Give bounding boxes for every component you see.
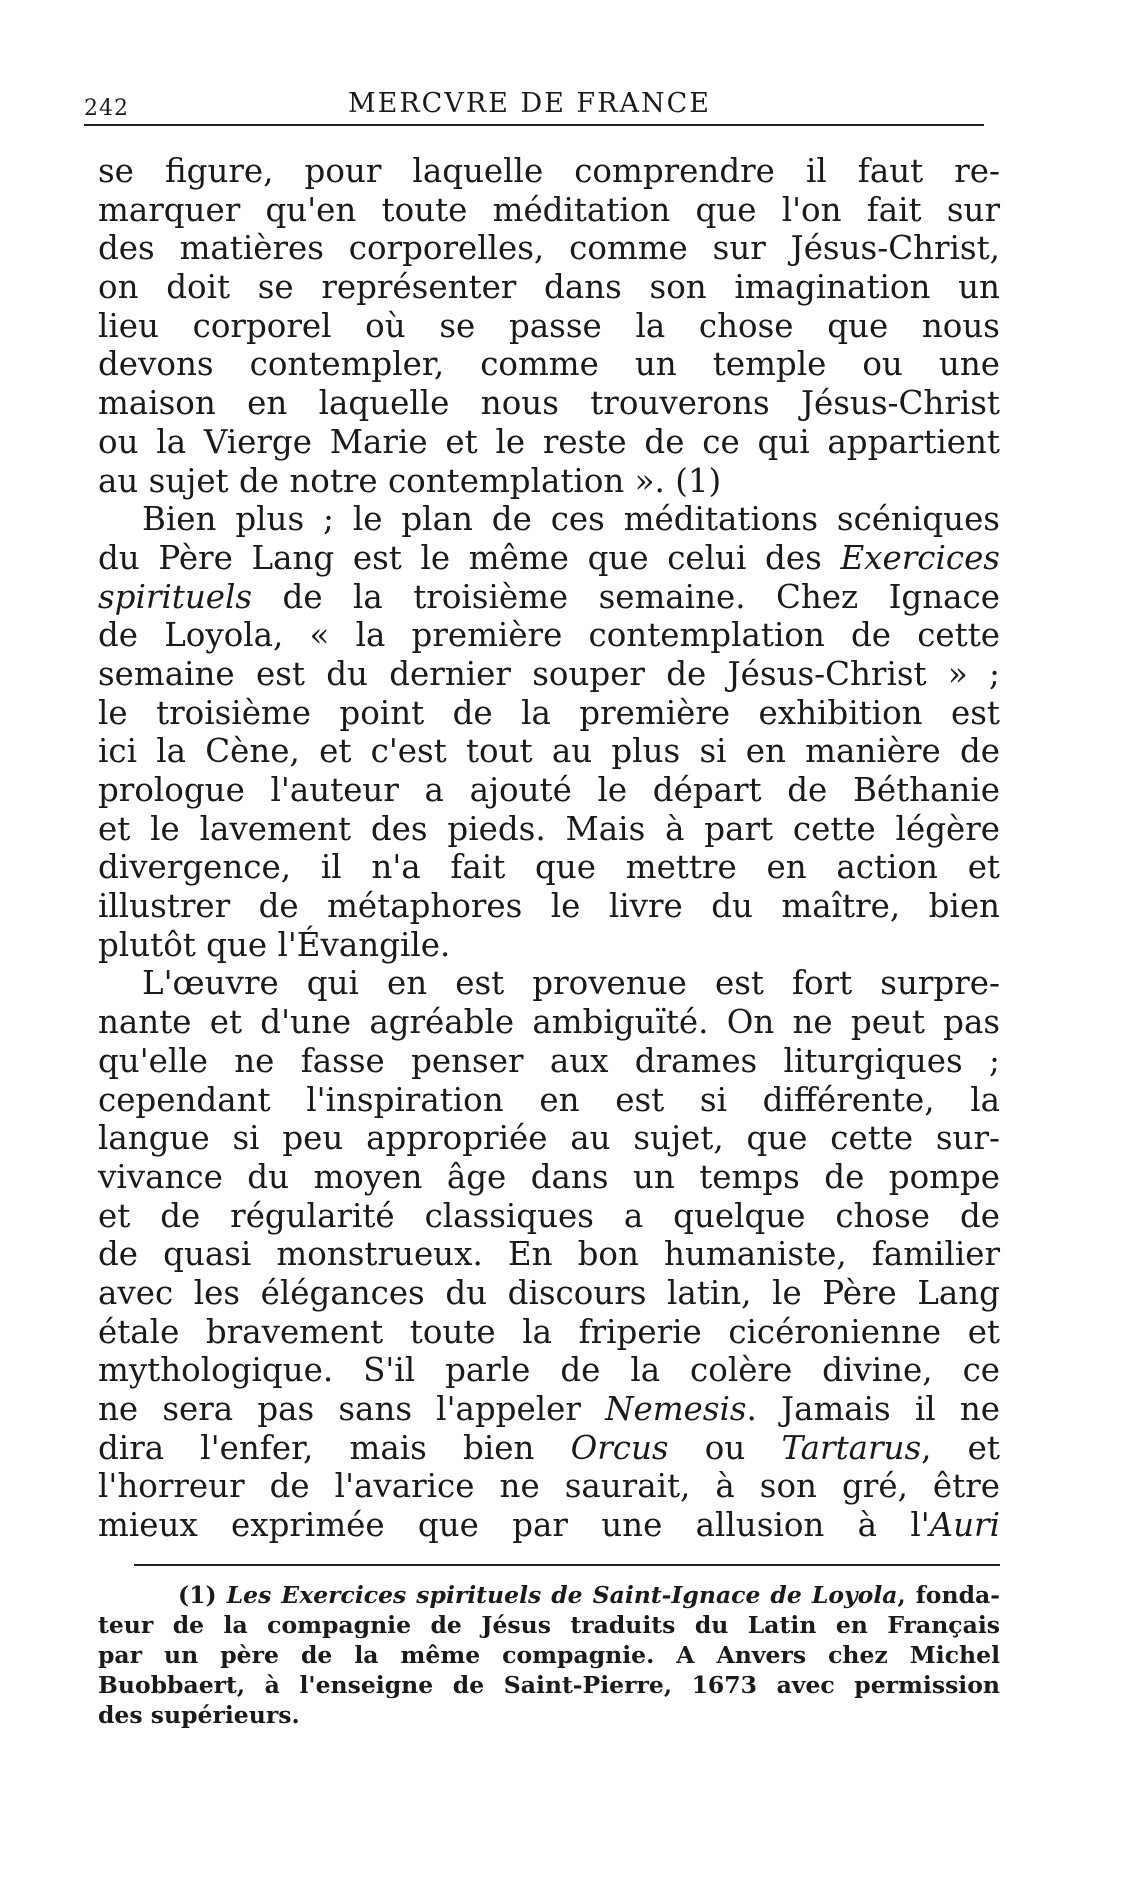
italic-title: spirituels <box>98 577 253 616</box>
text-line: cependant l'inspiration en est si différente, la <box>98 1080 1000 1119</box>
text-line: avec les élégances du discours latin, le Père Lang <box>98 1273 1000 1312</box>
text-line: des matières corporelles, comme sur Jésus-Christ, <box>98 229 1000 268</box>
text-line: divergence, il n'a fait que mettre en action et <box>98 848 1000 887</box>
text-line: vivance du moyen âge dans un temps de pompe <box>98 1157 1000 1196</box>
text-segment: dira l'enfer, mais bien <box>98 1428 571 1467</box>
text-segment: mieux exprimée que par une allusion à l' <box>98 1506 930 1545</box>
text-line: nante et d'une agréable ambiguïté. On ne peut pas <box>98 1003 1000 1042</box>
italic-title: Exercices <box>840 538 1000 577</box>
text-line: devons contempler, comme un temple ou une <box>98 345 1000 384</box>
footnote-line: teur de la compagnie de Jésus traduits du Latin en Français <box>98 1611 1000 1639</box>
text-line: maison en laquelle nous trouverons Jésus-Christ <box>98 384 1000 423</box>
text-segment: . Jamais il ne <box>746 1390 1000 1428</box>
text-segment: ne sera pas sans l'appeler <box>98 1390 606 1428</box>
italic-word: Tartarus <box>781 1428 922 1467</box>
footnote-line: des supérieurs. <box>98 1701 300 1729</box>
footnote-line: par un père de la même compagnie. A Anvers chez Michel <box>98 1641 1000 1669</box>
text-line: L'œuvre qui en est provenue est fort surpre- <box>142 964 1000 1003</box>
text-line: étale bravement toute la friperie cicéronienne et <box>98 1312 1000 1351</box>
footnote-marker: (1) <box>178 1581 227 1609</box>
text-line: l'horreur de l'avarice ne saurait, à son gré, être <box>98 1467 1000 1506</box>
footnote-line <box>98 1580 1000 1610</box>
page-header <box>84 88 984 128</box>
footnote-line: Buobbaert, à l'enseigne de Saint-Pierre, 1673 avec permission <box>98 1671 1000 1699</box>
text-segment: ou <box>668 1428 782 1467</box>
text-line: plutôt que l'Évangile. <box>98 925 451 964</box>
text-line: illustrer de métaphores le livre du maître, bien <box>98 887 1000 926</box>
text-line: ou la Vierge Marie et le reste de ce qui appartient <box>98 422 1000 461</box>
text-line <box>98 539 1000 578</box>
text-segment: de la troisième semaine. Chez Ignace <box>282 577 1000 616</box>
text-line: mythologique. S'il parle de la colère divine, ce <box>98 1351 1000 1390</box>
text-segment: du Père Lang est le même que celui des <box>98 538 841 577</box>
text-line: qu'elle ne fasse penser aux drames liturgiques ; <box>98 1041 1000 1080</box>
text-line: semaine est du dernier souper de Jésus-Christ » ; <box>98 654 1000 693</box>
footnote-rule <box>134 1564 1000 1566</box>
text-line: de quasi monstrueux. En bon humaniste, familier <box>98 1235 1000 1274</box>
footnote <box>98 1580 1000 1730</box>
running-head: MERCVRE DE FRANCE <box>348 88 711 119</box>
italic-word: Orcus <box>570 1428 669 1467</box>
header-rule <box>84 124 984 126</box>
text-line <box>98 578 1000 617</box>
body-text <box>98 152 1000 1545</box>
text-line: de Loyola, « la première contemplation de cette <box>98 616 1000 655</box>
page-number: 242 <box>84 96 129 121</box>
italic-word: Auri <box>929 1506 1000 1545</box>
text-line: on doit se représenter dans son imagination un <box>98 268 1000 307</box>
text-line: prologue l'auteur a ajouté le départ de Béthanie <box>98 771 1000 809</box>
text-line: lieu corporel où se passe la chose que nous <box>98 306 1000 345</box>
text-line: et le lavement des pieds. Mais à part cette légère <box>98 809 1000 848</box>
text-line: marquer qu'en toute méditation que l'on fait sur <box>98 190 1000 229</box>
text-line: le troisième point de la première exhibition est <box>98 693 1000 732</box>
italic-word: Nemesis <box>605 1390 747 1428</box>
text-line: et de régularité classiques a quelque chose de <box>98 1196 1000 1235</box>
text-segment: , fonda- <box>897 1581 1000 1609</box>
text-segment: , et <box>921 1428 1000 1467</box>
text-line <box>98 1506 1000 1545</box>
text-line: au sujet de notre contemplation ». (1) <box>98 461 722 500</box>
text-line <box>98 1429 1000 1468</box>
text-line: ici la Cène, et c'est tout au plus si en manière de <box>98 732 1000 771</box>
text-line: Bien plus ; le plan de ces méditations scéniques <box>142 500 1000 539</box>
text-line <box>98 1390 1000 1429</box>
text-line: langue si peu appropriée au sujet, que cette sur- <box>98 1119 1000 1158</box>
text-line: se figure, pour laquelle comprendre il faut re- <box>98 152 1000 190</box>
footnote-title: Les Exercices spirituels de Saint-Ignace de Loyola <box>226 1581 898 1609</box>
